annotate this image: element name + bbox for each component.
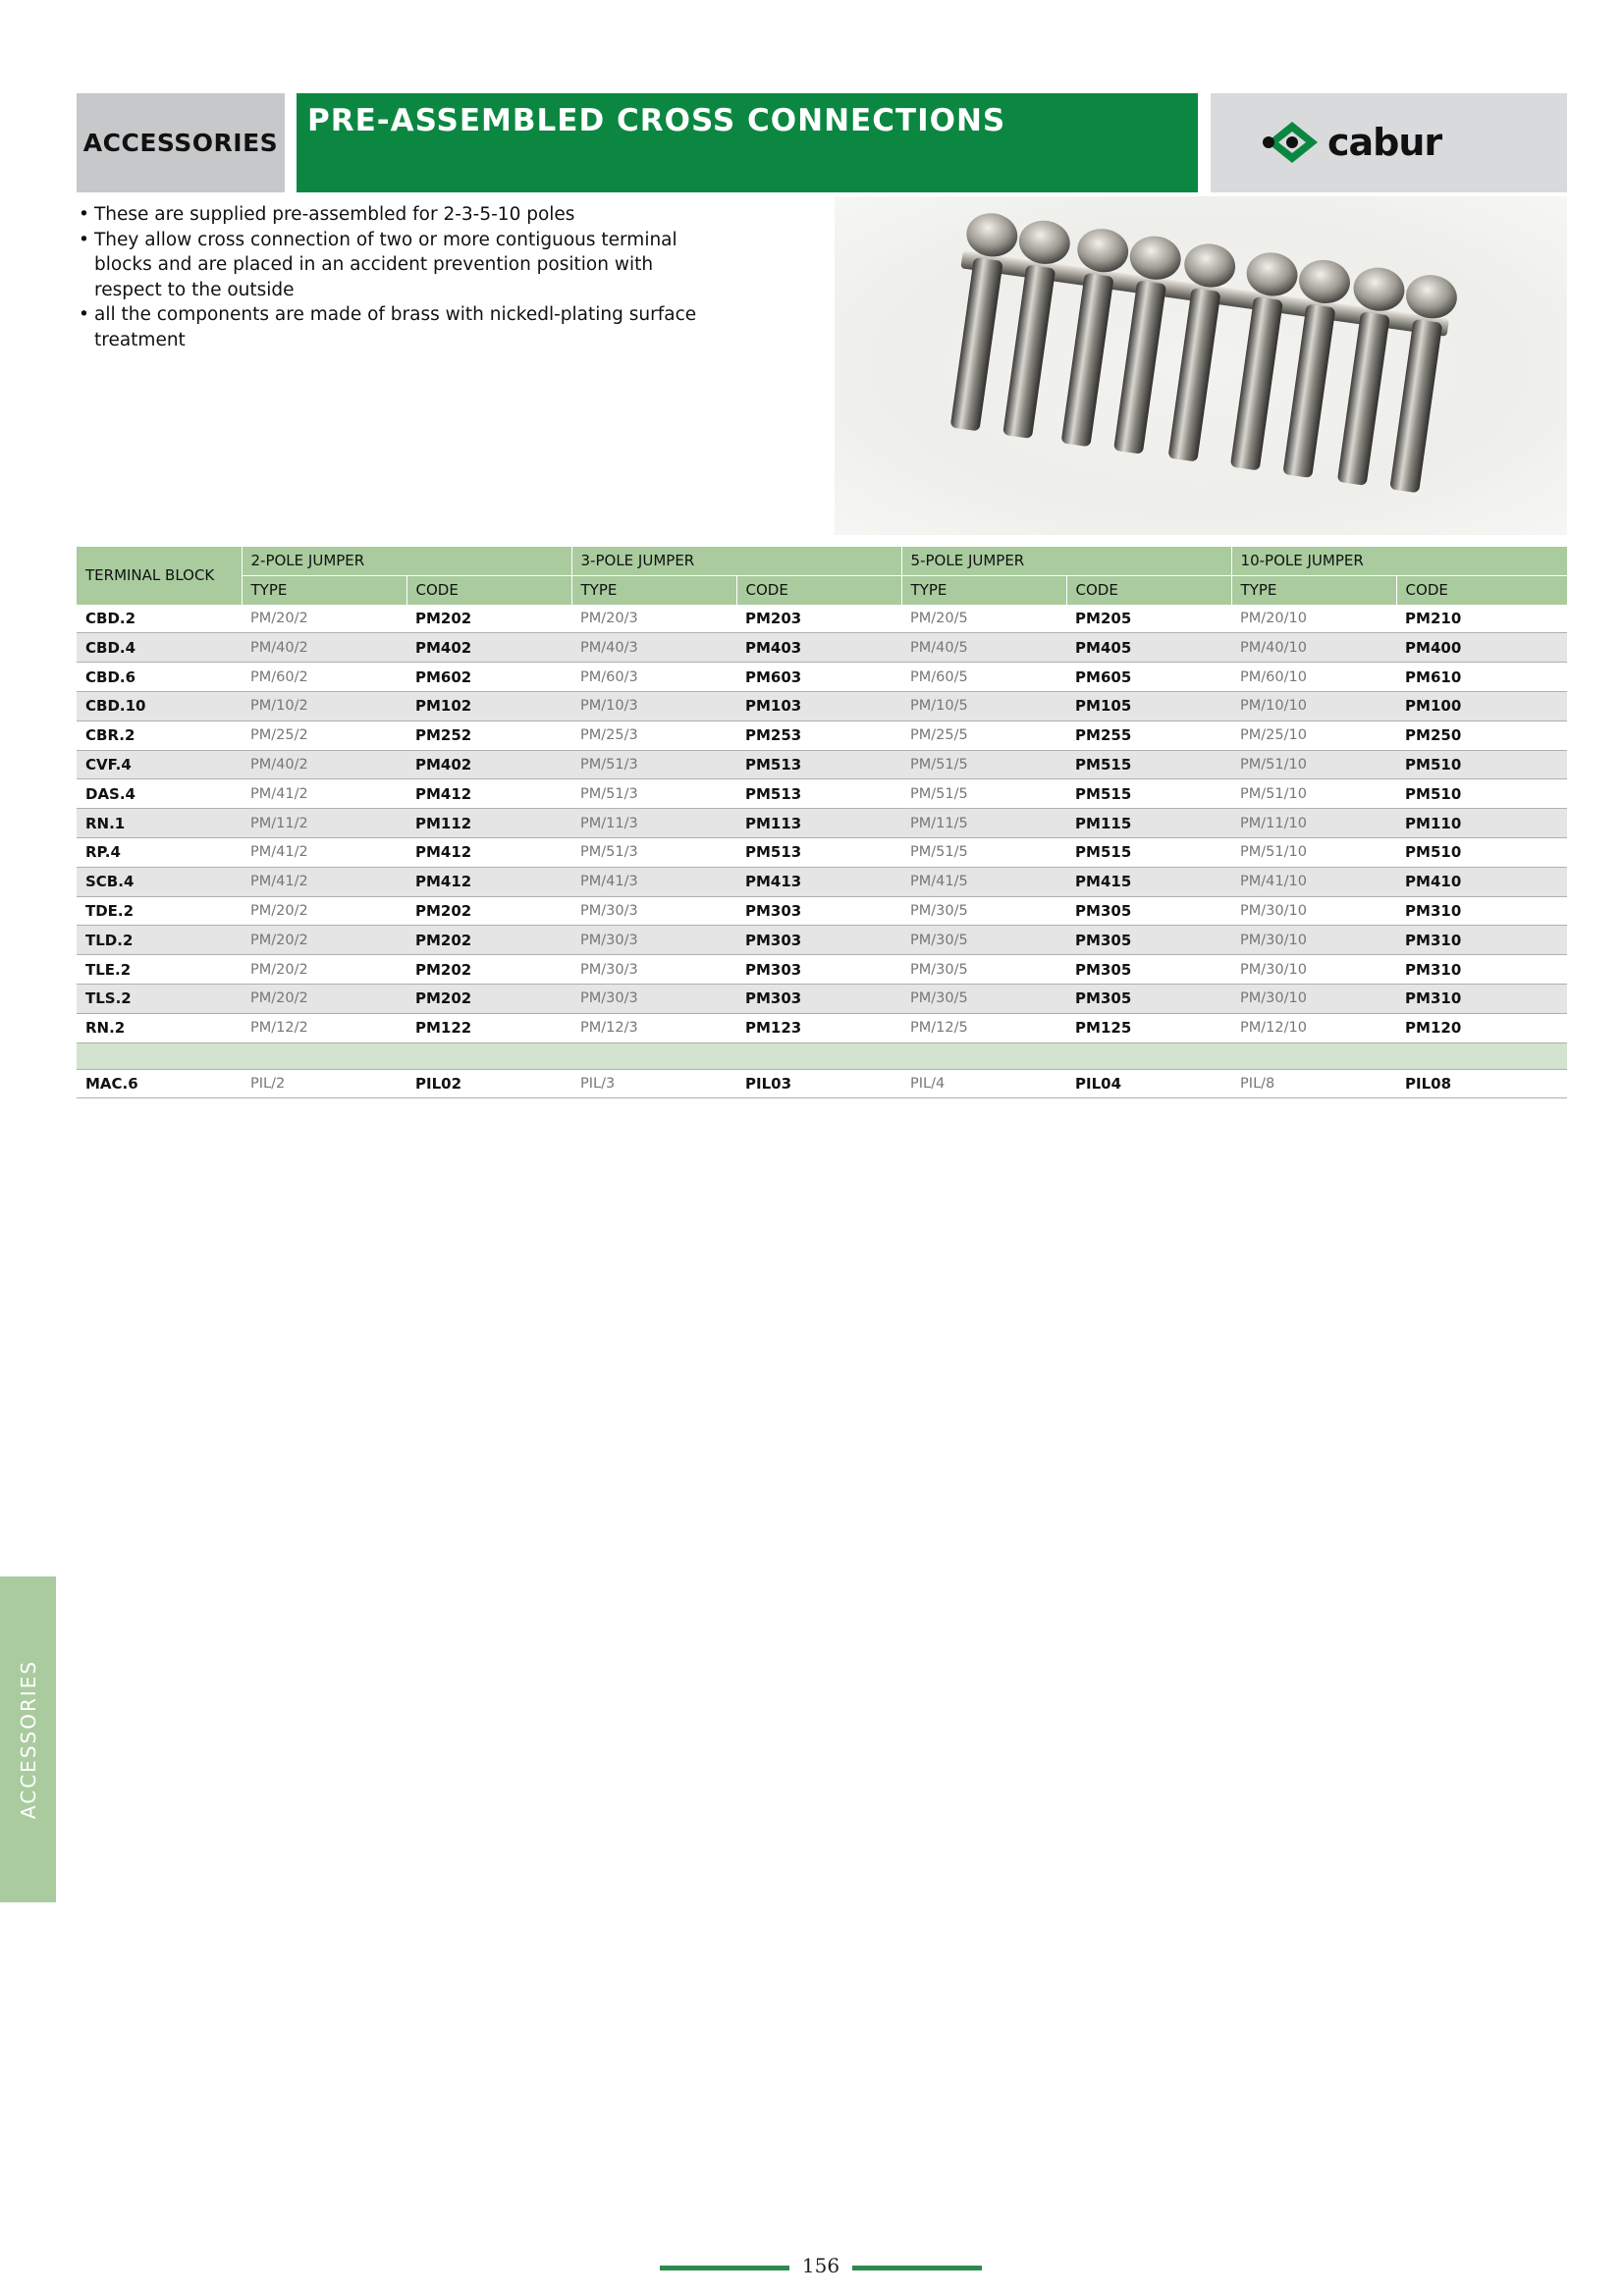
page-title: PRE-ASSEMBLED CROSS CONNECTIONS — [307, 103, 1006, 138]
type-cell: PM/25/5 — [901, 721, 1066, 750]
code-cell: PM125 — [1066, 1013, 1231, 1042]
table-row — [77, 1013, 1567, 1042]
side-section-tab — [0, 1576, 56, 1902]
table-body — [77, 605, 1567, 1098]
code-cell: PM303 — [736, 896, 901, 926]
terminal-block-cell: RN.2 — [77, 1013, 242, 1042]
terminal-block-cell: TDE.2 — [77, 896, 242, 926]
brand-name: cabur — [1327, 121, 1442, 164]
code-cell: PM102 — [406, 691, 571, 721]
code-cell: PM412 — [406, 867, 571, 896]
cross-connection-jumper-image — [835, 196, 1567, 535]
type-cell: PM/10/3 — [571, 691, 736, 721]
code-cell: PM202 — [406, 984, 571, 1013]
logo-box — [1211, 93, 1567, 192]
type-cell: PM/60/10 — [1231, 663, 1396, 692]
type-cell: PM/60/5 — [901, 663, 1066, 692]
code-cell: PM412 — [406, 779, 571, 809]
col-header-code: CODE — [736, 575, 901, 604]
type-cell: PM/40/2 — [242, 750, 406, 779]
col-header-code: CODE — [1396, 575, 1567, 604]
table-row — [77, 721, 1567, 750]
type-cell: PM/30/5 — [901, 984, 1066, 1013]
code-cell: PM123 — [736, 1013, 901, 1042]
type-cell: PM/12/10 — [1231, 1013, 1396, 1042]
type-cell: PM/41/2 — [242, 779, 406, 809]
terminal-block-cell: CBD.6 — [77, 663, 242, 692]
type-cell: PM/51/5 — [901, 750, 1066, 779]
code-cell: PM515 — [1066, 779, 1231, 809]
code-cell: PIL08 — [1396, 1069, 1567, 1098]
code-cell: PM103 — [736, 691, 901, 721]
type-cell: PM/41/3 — [571, 867, 736, 896]
code-cell: PM513 — [736, 837, 901, 867]
terminal-block-cell: MAC.6 — [77, 1069, 242, 1098]
table-row — [77, 926, 1567, 955]
code-cell: PM205 — [1066, 605, 1231, 633]
code-cell: PM303 — [736, 955, 901, 985]
code-cell: PM305 — [1066, 955, 1231, 985]
terminal-block-cell: TLD.2 — [77, 926, 242, 955]
type-cell: PM/51/3 — [571, 750, 736, 779]
terminal-block-cell: TLS.2 — [77, 984, 242, 1013]
code-cell: PM515 — [1066, 837, 1231, 867]
type-cell: PM/51/10 — [1231, 750, 1396, 779]
terminal-block-cell: TLE.2 — [77, 955, 242, 985]
code-cell: PIL02 — [406, 1069, 571, 1098]
feature-item: • all the components are made of brass with nickedl-plating surface treatment — [77, 302, 705, 352]
type-cell: PM/12/5 — [901, 1013, 1066, 1042]
type-cell: PM/30/10 — [1231, 926, 1396, 955]
type-cell: PM/12/2 — [242, 1013, 406, 1042]
code-cell: PM413 — [736, 867, 901, 896]
code-cell: PM253 — [736, 721, 901, 750]
terminal-block-cell: CBD.2 — [77, 605, 242, 633]
code-cell: PM510 — [1396, 750, 1567, 779]
code-cell: PM303 — [736, 984, 901, 1013]
col-header-type: TYPE — [901, 575, 1066, 604]
code-cell: PM110 — [1396, 809, 1567, 838]
type-cell: PM/51/5 — [901, 779, 1066, 809]
type-cell: PM/11/2 — [242, 809, 406, 838]
code-cell: PM412 — [406, 837, 571, 867]
type-cell: PM/11/10 — [1231, 809, 1396, 838]
code-cell: PM513 — [736, 779, 901, 809]
code-cell: PM202 — [406, 926, 571, 955]
table-row — [77, 984, 1567, 1013]
code-cell: PM115 — [1066, 809, 1231, 838]
code-cell: PM255 — [1066, 721, 1231, 750]
code-cell: PM122 — [406, 1013, 571, 1042]
code-cell: PM120 — [1396, 1013, 1567, 1042]
type-cell: PM/25/3 — [571, 721, 736, 750]
type-cell: PM/30/10 — [1231, 984, 1396, 1013]
type-cell: PM/40/3 — [571, 633, 736, 663]
terminal-block-cell: CBD.4 — [77, 633, 242, 663]
type-cell: PM/10/2 — [242, 691, 406, 721]
code-cell: PM405 — [1066, 633, 1231, 663]
type-cell: PM/30/3 — [571, 984, 736, 1013]
table-row — [77, 837, 1567, 867]
type-cell: PM/51/3 — [571, 837, 736, 867]
code-cell: PM210 — [1396, 605, 1567, 633]
col-group-3-pole: 3-POLE JUMPER — [571, 547, 901, 575]
jumper-table — [77, 547, 1567, 1098]
code-cell: PM203 — [736, 605, 901, 633]
code-cell: PM605 — [1066, 663, 1231, 692]
type-cell: PM/30/5 — [901, 896, 1066, 926]
brand-logo-icon — [1263, 120, 1324, 165]
type-cell: PM/20/5 — [901, 605, 1066, 633]
type-cell: PM/10/10 — [1231, 691, 1396, 721]
terminal-block-cell: DAS.4 — [77, 779, 242, 809]
side-tab-label: ACCESSORIES — [16, 1659, 40, 1820]
code-cell: PM305 — [1066, 984, 1231, 1013]
terminal-block-cell: RN.1 — [77, 809, 242, 838]
col-header-type: TYPE — [242, 575, 406, 604]
type-cell: PM/40/10 — [1231, 633, 1396, 663]
table-row — [77, 955, 1567, 985]
code-cell: PM510 — [1396, 779, 1567, 809]
section-label-box — [77, 93, 285, 192]
page-number: 156 — [801, 2254, 840, 2277]
code-cell: PM513 — [736, 750, 901, 779]
code-cell: PM403 — [736, 633, 901, 663]
code-cell: PM310 — [1396, 984, 1567, 1013]
type-cell: PM/41/2 — [242, 867, 406, 896]
code-cell: PM310 — [1396, 896, 1567, 926]
code-cell: PM510 — [1396, 837, 1567, 867]
table-row — [77, 1069, 1567, 1098]
brand-logo — [1263, 120, 1441, 165]
table-spacer-row — [77, 1042, 1567, 1069]
type-cell: PM/51/10 — [1231, 837, 1396, 867]
type-cell: PM/12/3 — [571, 1013, 736, 1042]
type-cell: PIL/3 — [571, 1069, 736, 1098]
type-cell: PM/41/10 — [1231, 867, 1396, 896]
type-cell: PM/25/10 — [1231, 721, 1396, 750]
type-cell: PM/30/10 — [1231, 896, 1396, 926]
code-cell: PIL04 — [1066, 1069, 1231, 1098]
terminal-block-cell: CBD.10 — [77, 691, 242, 721]
type-cell: PM/11/5 — [901, 809, 1066, 838]
col-header-code: CODE — [406, 575, 571, 604]
col-header-type: TYPE — [571, 575, 736, 604]
code-cell: PM400 — [1396, 633, 1567, 663]
code-cell: PM603 — [736, 663, 901, 692]
type-cell: PM/30/5 — [901, 926, 1066, 955]
type-cell: PM/20/2 — [242, 955, 406, 985]
code-cell: PM402 — [406, 633, 571, 663]
terminal-block-cell: RP.4 — [77, 837, 242, 867]
footer-rule-left — [660, 2266, 789, 2270]
col-group-5-pole: 5-POLE JUMPER — [901, 547, 1231, 575]
type-cell: PM/30/3 — [571, 955, 736, 985]
type-cell: PM/20/2 — [242, 926, 406, 955]
code-cell: PM402 — [406, 750, 571, 779]
type-cell: PM/40/2 — [242, 633, 406, 663]
type-cell: PM/60/3 — [571, 663, 736, 692]
type-cell: PM/20/2 — [242, 605, 406, 633]
footer-rule-right — [852, 2266, 982, 2270]
type-cell: PM/41/2 — [242, 837, 406, 867]
code-cell: PM610 — [1396, 663, 1567, 692]
table-row — [77, 605, 1567, 633]
title-banner — [297, 93, 1198, 192]
terminal-block-cell: CVF.4 — [77, 750, 242, 779]
type-cell: PM/11/3 — [571, 809, 736, 838]
terminal-block-cell: CBR.2 — [77, 721, 242, 750]
table-row — [77, 750, 1567, 779]
code-cell: PM202 — [406, 955, 571, 985]
code-cell: PM250 — [1396, 721, 1567, 750]
code-cell: PM202 — [406, 605, 571, 633]
code-cell: PM113 — [736, 809, 901, 838]
section-label: ACCESSORIES — [82, 129, 279, 157]
product-photo — [835, 196, 1567, 535]
feature-item: • These are supplied pre-assembled for 2-3-5-10 poles — [77, 202, 705, 228]
code-cell: PM105 — [1066, 691, 1231, 721]
type-cell: PM/20/2 — [242, 984, 406, 1013]
type-cell: PIL/2 — [242, 1069, 406, 1098]
table-row — [77, 779, 1567, 809]
code-cell: PM303 — [736, 926, 901, 955]
table-row — [77, 809, 1567, 838]
spacer-cell — [77, 1042, 1567, 1069]
type-cell: PM/25/2 — [242, 721, 406, 750]
table-row — [77, 867, 1567, 896]
code-cell: PM310 — [1396, 955, 1567, 985]
table-row — [77, 633, 1567, 663]
code-cell: PM602 — [406, 663, 571, 692]
type-cell: PM/30/10 — [1231, 955, 1396, 985]
terminal-block-cell: SCB.4 — [77, 867, 242, 896]
code-cell: PM410 — [1396, 867, 1567, 896]
type-cell: PM/10/5 — [901, 691, 1066, 721]
type-cell: PM/41/5 — [901, 867, 1066, 896]
type-cell: PIL/4 — [901, 1069, 1066, 1098]
type-cell: PM/30/3 — [571, 926, 736, 955]
code-cell: PM252 — [406, 721, 571, 750]
code-cell: PM305 — [1066, 926, 1231, 955]
col-header-terminal-block: TERMINAL BLOCK — [77, 547, 242, 605]
col-group-10-pole: 10-POLE JUMPER — [1231, 547, 1567, 575]
type-cell: PM/51/5 — [901, 837, 1066, 867]
code-cell: PM100 — [1396, 691, 1567, 721]
type-cell: PM/51/3 — [571, 779, 736, 809]
col-header-code: CODE — [1066, 575, 1231, 604]
code-cell: PM310 — [1396, 926, 1567, 955]
type-cell: PM/40/5 — [901, 633, 1066, 663]
code-cell: PM112 — [406, 809, 571, 838]
feature-list — [77, 202, 705, 352]
table-row — [77, 691, 1567, 721]
type-cell: PM/51/10 — [1231, 779, 1396, 809]
type-cell: PIL/8 — [1231, 1069, 1396, 1098]
type-cell: PM/20/3 — [571, 605, 736, 633]
type-cell: PM/60/2 — [242, 663, 406, 692]
type-cell: PM/30/3 — [571, 896, 736, 926]
table-row — [77, 663, 1567, 692]
code-cell: PM202 — [406, 896, 571, 926]
code-cell: PM415 — [1066, 867, 1231, 896]
code-cell: PM305 — [1066, 896, 1231, 926]
table-row — [77, 896, 1567, 926]
col-group-2-pole: 2-POLE JUMPER — [242, 547, 571, 575]
code-cell: PIL03 — [736, 1069, 901, 1098]
type-cell: PM/30/5 — [901, 955, 1066, 985]
type-cell: PM/20/2 — [242, 896, 406, 926]
type-cell: PM/20/10 — [1231, 605, 1396, 633]
code-cell: PM515 — [1066, 750, 1231, 779]
col-header-type: TYPE — [1231, 575, 1396, 604]
feature-item: • They allow cross connection of two or more contiguous terminal blocks and are placed in an accident prevention position with respect to the outside — [77, 228, 705, 303]
